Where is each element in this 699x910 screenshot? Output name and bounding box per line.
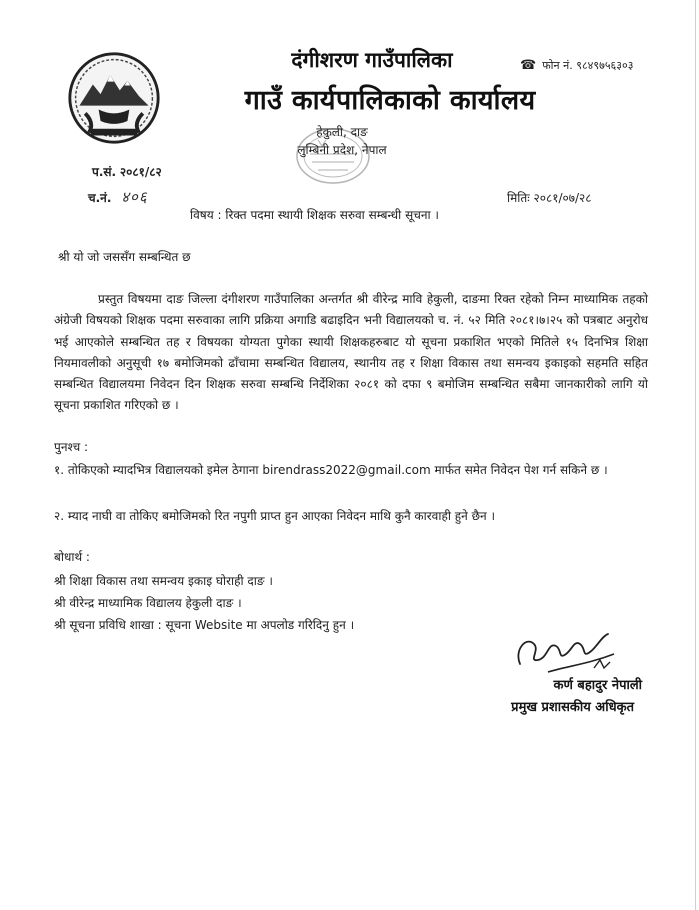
dispatch-label: च.नं. bbox=[88, 191, 112, 205]
telephone-icon: ☎ bbox=[520, 58, 537, 73]
signatory-name: कर्ण बहादुर नेपाली bbox=[553, 678, 642, 693]
page-edge bbox=[695, 0, 696, 910]
reference-number bbox=[92, 163, 162, 180]
dispatch-number bbox=[88, 187, 148, 207]
signatory-title: प्रमुख प्रशासकीय अधिकृत bbox=[511, 700, 634, 715]
cc-item: श्री वीरेन्द्र माध्यामिक विद्यालय हेकुली दाङ । bbox=[54, 596, 242, 610]
address-line-2: लुम्बिनी प्रदेश, नेपाल bbox=[297, 143, 387, 157]
letter-date bbox=[507, 189, 592, 206]
phone-number bbox=[520, 58, 633, 73]
office-name: गाउँ कार्यपालिकाको कार्यालय bbox=[244, 85, 536, 116]
cc-heading: बोधार्थ : bbox=[54, 550, 90, 564]
phone-label: फोन नं. ९८४९७५६३०३ bbox=[542, 59, 634, 72]
cc-item: श्री सूचना प्रविधि शाखा : सूचना Website मा अपलोड गरिदिनु हुन । bbox=[54, 618, 355, 632]
address-line-1: हेकुली, दाङ bbox=[316, 125, 368, 139]
salutation: श्री यो जो जससँग सम्बन्धित छ bbox=[58, 250, 191, 264]
postscript-heading: पुनश्च : bbox=[54, 440, 89, 454]
notice-body bbox=[54, 289, 648, 417]
postscript-item-2: २. म्याद नाघी वा तोकिए बमोजिमको रित नपुगी प्राप्त हुन आएका निवेदन माथि कुनै कारवाही हुने छैन । bbox=[54, 509, 496, 523]
ref-value: २०८१/८२ bbox=[119, 165, 162, 179]
nepal-emblem-icon bbox=[66, 50, 162, 146]
date-label: मितिः bbox=[507, 191, 530, 205]
postscript-item-1: १. तोकिएको म्यादभित्र विद्यालयको इमेल ठेगाना birendrass2022@gmail.com मार्फत समेत निवेदन पेश गर्न सकिने छ । bbox=[54, 463, 608, 477]
notice-body-text: प्रस्तुत विषयमा दाङ जिल्ला दंगीशरण गाउँपालिका अन्तर्गत श्री वीरेन्द्र मावि हेकुली, दाङमा रिक्त रहेको निम्न माध्यामिक तहको अंग्रेजी विषयको शिक्षक पदमा सरुवाका लागि प्रक्रिया अगाडि बढाइदिन भनी विद्यालयको च. नं. ५२ मिति २०८१।७।२५ को पत्रबाट अनुरोध भई आएकोले सम्बन्धित तह र विषयका योग्यता पुगेका स्थायी शिक्षकहरुबाट यो सूचना प्रकाशित भएको मितिले १५ दिनभित्र शिक्षा नियमावलीको अनुसूची १७ बमोजिमको ढाँचामा सम्बन्धित विद्यालय, स्थानीय तह र शिक्षा विकास तथा समन्वय इकाइको सहमति सहित सम्बन्धित विद्यालयमा निवेदन दिन शिक्षक सरुवा सम्बन्धि निर्देशिका २०८१ को दफा ९ बमोजिम सम्बन्धित सबैमा जानकारीको लागि यो सूचना प्रकाशित गरिएको छ । bbox=[54, 292, 648, 413]
signature bbox=[508, 624, 620, 682]
subject-line: विषय : रिक्त पदमा स्थायी शिक्षक सरुवा सम्बन्धी सूचना । bbox=[190, 208, 439, 222]
ref-label: प.सं. bbox=[92, 165, 117, 179]
date-value: २०८१/०७/२८ bbox=[533, 191, 592, 205]
municipality-name: दंगीशरण गाउँपालिका bbox=[291, 48, 453, 72]
cc-item: श्री शिक्षा विकास तथा समन्वय इकाइ घोराही दाङ । bbox=[54, 574, 273, 588]
dispatch-value: ४०६ bbox=[121, 188, 148, 206]
